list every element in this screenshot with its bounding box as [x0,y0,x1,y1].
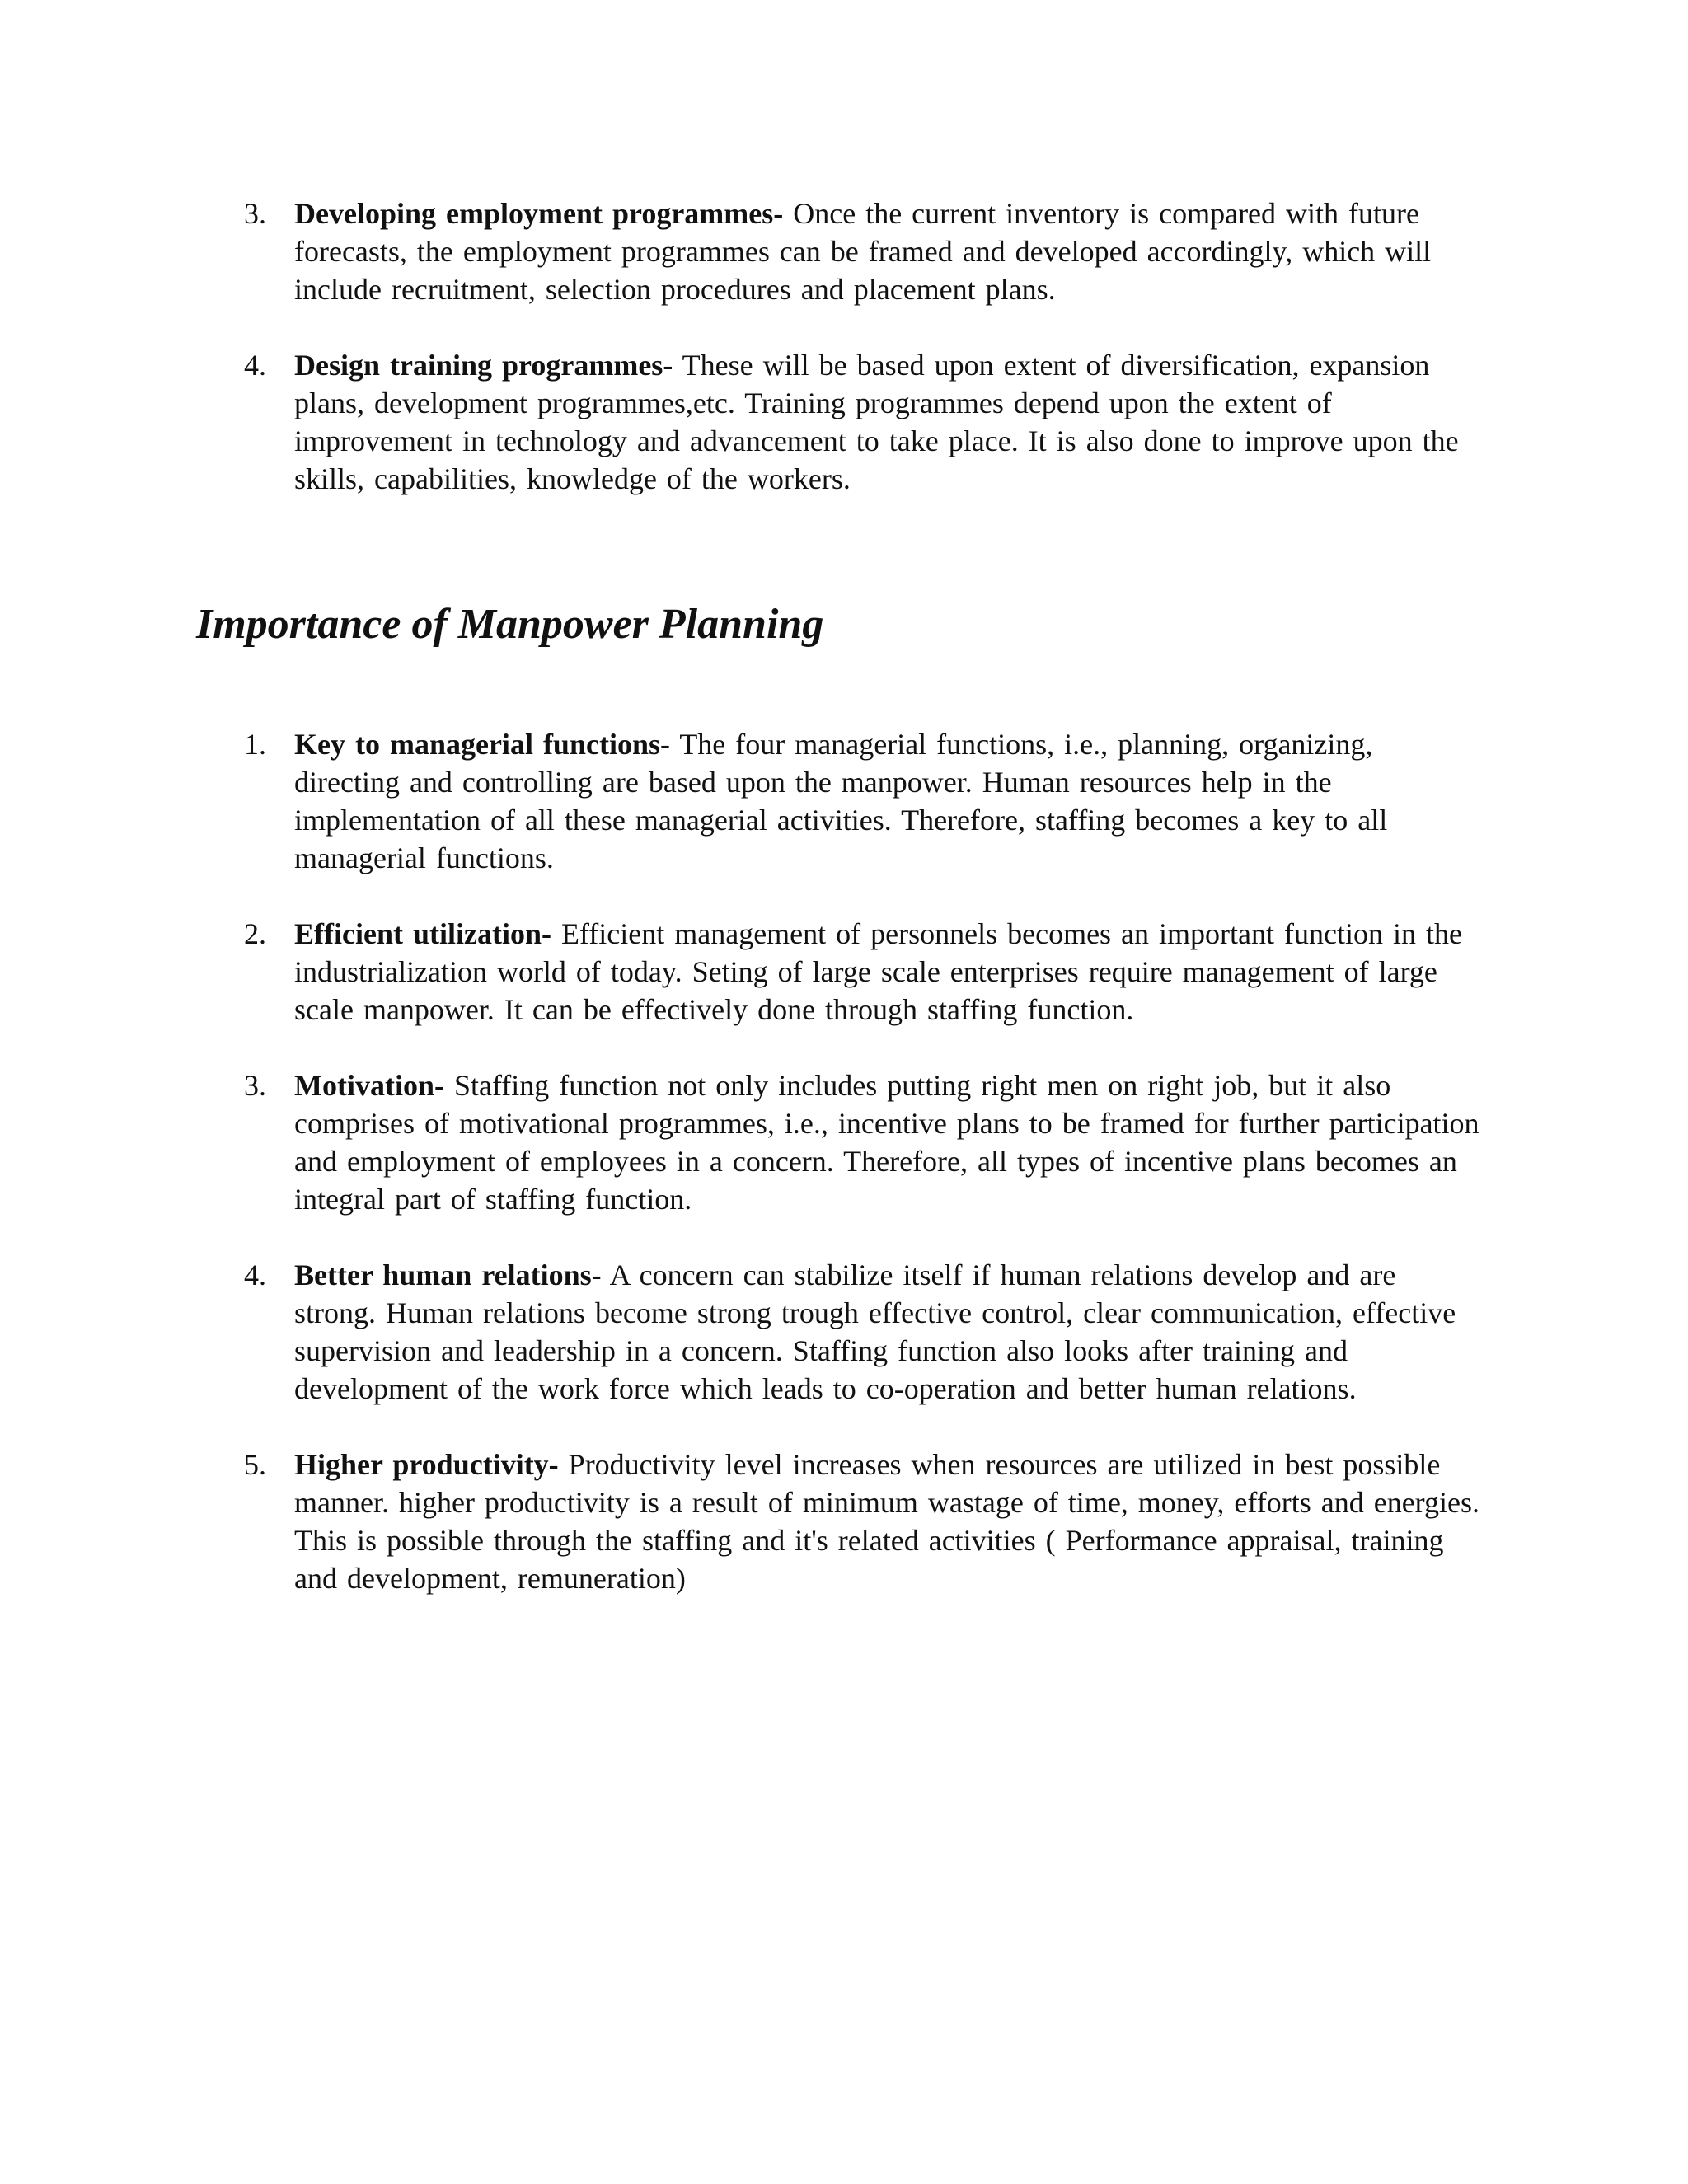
item-text: Once the current inventory is compared with future forecasts, the employment programmes can be framed and developed accordingly, which will include recruitment, selection procedures and placement plans. [294,197,1432,306]
section-heading: Importance of Manpower Planning [196,601,824,648]
list-item [0,346,1688,498]
item-term: Developing employment programmes- [294,197,784,230]
item-body [294,1446,1481,1597]
item-number: 4. [244,349,266,382]
item-body [294,915,1481,1029]
item-term: Better human relations- [294,1258,602,1291]
planning-steps-list [0,194,1688,536]
item-text: Efficient management of personnels becomes an important function in the industrialization world of today. Seting of large scale enterprises require management of large scale manpower. It can be effectively done through staffing function. [294,917,1462,1026]
list-item [0,1066,1688,1218]
item-text: Staffing function not only includes putting right men on right job, but it also comprises of motivational programmes, i.e., incentive plans to be framed for further participation and employment of employees in a concern. Therefore, all types of incentive plans becomes an integral part of staffing function. [294,1069,1479,1216]
list-item [0,1446,1688,1597]
item-term: Key to managerial functions- [294,728,670,761]
item-term: Higher productivity- [294,1448,559,1481]
item-number: 1. [244,728,266,761]
item-number: 5. [244,1448,266,1481]
item-body [294,725,1481,877]
item-text: A concern can stabilize itself if human relations develop and are strong. Human relations become strong trough effective control, clear communication, effective supervision and leadership in a concern. Staffing function also looks after training and development of the work force which leads to co-operation and better human relations. [294,1258,1456,1405]
item-text: Productivity level increases when resources are utilized in best possible manner. higher productivity is a result of minimum wastage of time, money, efforts and energies. This is possible through the staffing and it's related activities ( Performance appraisal, training and development, remuneration) [294,1448,1480,1595]
list-item [0,915,1688,1029]
item-number: 2. [244,917,266,950]
item-body [294,1256,1481,1408]
item-text: The four managerial functions, i.e., planning, organizing, directing and controlling are based upon the manpower. Human resources help in the implementation of all these managerial activities. Therefore, staffing becomes a key to all managerial functions. [294,728,1388,874]
item-number: 4. [244,1258,266,1291]
list-item [0,194,1688,308]
item-term: Design training programmes- [294,349,673,382]
item-body [294,194,1481,308]
list-item [0,725,1688,877]
item-body [294,1066,1481,1218]
item-text: These will be based upon extent of diversification, expansion plans, development programmes,etc. Training programmes depend upon the extent of improvement in technology and advancement to take place. It is also done to improve upon the skills, capabilities, knowledge of the workers. [294,349,1459,495]
item-term: Motivation- [294,1069,444,1102]
item-term: Efficient utilization- [294,917,551,950]
item-number: 3. [244,197,266,230]
item-number: 3. [244,1069,266,1102]
item-body [294,346,1481,498]
list-item [0,1256,1688,1408]
importance-list [0,725,1688,1635]
